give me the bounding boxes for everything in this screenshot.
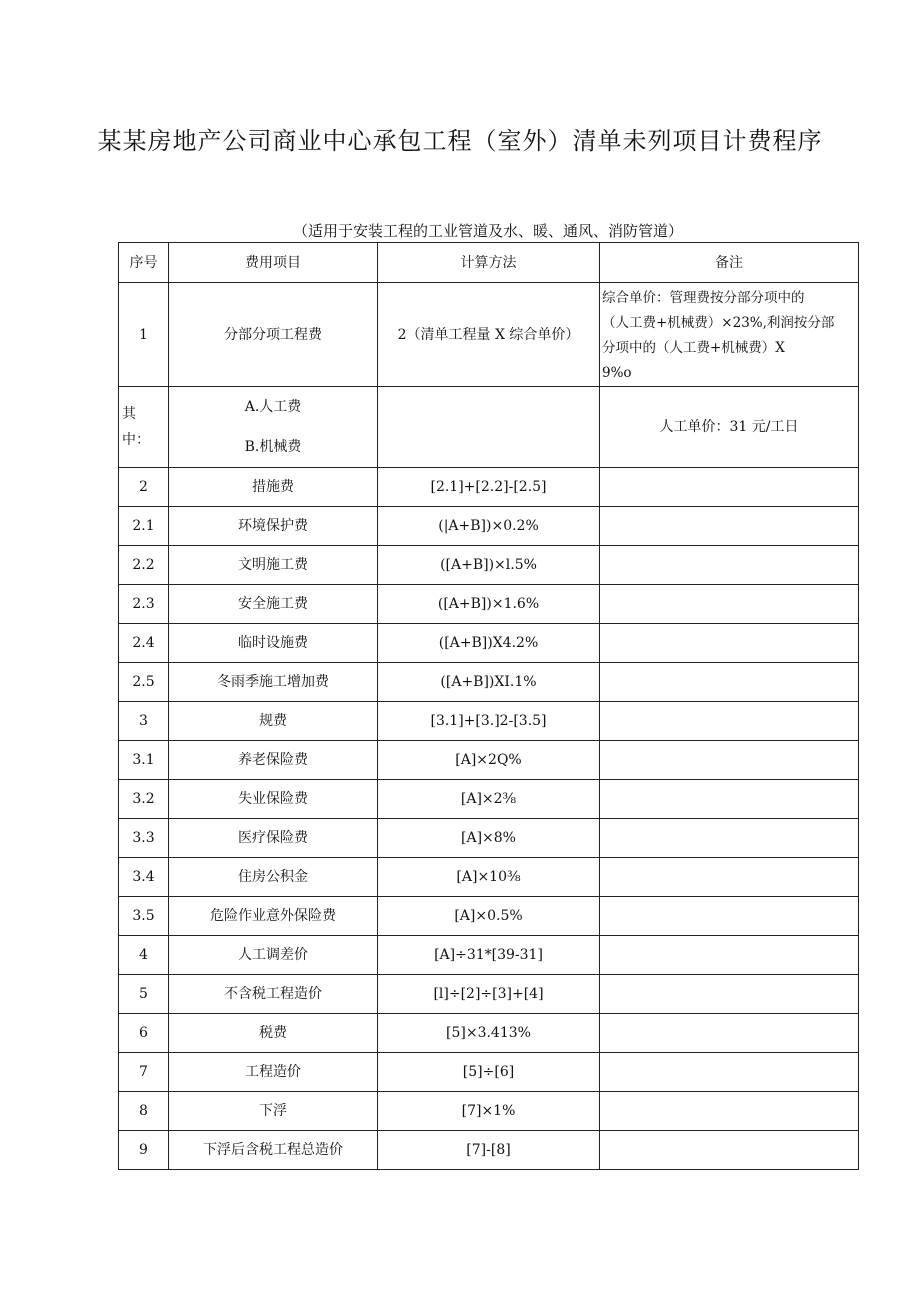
row-method: [A]×8% bbox=[378, 819, 600, 858]
row-seq: 2.4 bbox=[119, 624, 169, 663]
row-seq: 9 bbox=[119, 1131, 169, 1170]
table-row-subitems bbox=[119, 387, 859, 468]
note-line: 分项中的（人工费+机械费）X bbox=[602, 340, 785, 356]
row-item: 不含税工程造价 bbox=[169, 975, 378, 1014]
row-seq: 5 bbox=[119, 975, 169, 1014]
row-seq: 8 bbox=[119, 1092, 169, 1131]
table-row bbox=[119, 858, 859, 897]
table-row bbox=[119, 975, 859, 1014]
table-row bbox=[119, 507, 859, 546]
row-note bbox=[600, 624, 859, 663]
header-method: 计算方法 bbox=[378, 243, 600, 283]
row-method: 2（清单工程量 X 综合单价） bbox=[378, 283, 600, 387]
row-note bbox=[600, 819, 859, 858]
table-row bbox=[119, 283, 859, 387]
table-row bbox=[119, 468, 859, 507]
row-note bbox=[600, 546, 859, 585]
table-row bbox=[119, 936, 859, 975]
row-method: [5]÷[6] bbox=[378, 1053, 600, 1092]
row-method bbox=[378, 387, 600, 468]
row-seq: 3.3 bbox=[119, 819, 169, 858]
header-seq: 序号 bbox=[119, 243, 169, 283]
row-note bbox=[600, 858, 859, 897]
table-row bbox=[119, 1131, 859, 1170]
row-item: 下浮 bbox=[169, 1092, 378, 1131]
table-header-row bbox=[119, 243, 859, 283]
row-seq: 3 bbox=[119, 702, 169, 741]
row-note bbox=[600, 283, 859, 387]
table-row bbox=[119, 741, 859, 780]
row-seq: 2 bbox=[119, 468, 169, 507]
row-item: 规费 bbox=[169, 702, 378, 741]
seq-line: 中： bbox=[122, 432, 150, 448]
row-note bbox=[600, 975, 859, 1014]
row-seq: 7 bbox=[119, 1053, 169, 1092]
row-method: [2.1]+[2.2]-[2.5] bbox=[378, 468, 600, 507]
row-item bbox=[169, 387, 378, 468]
row-item: 分部分项工程费 bbox=[169, 283, 378, 387]
row-item: 危险作业意外保险费 bbox=[169, 897, 378, 936]
row-item: 养老保险费 bbox=[169, 741, 378, 780]
row-method: [5]×3.413% bbox=[378, 1014, 600, 1053]
row-note: 人工单价：31 元/工日 bbox=[600, 387, 859, 468]
row-seq: 2.5 bbox=[119, 663, 169, 702]
row-item: 住房公积金 bbox=[169, 858, 378, 897]
row-method: ([A+B])XI.1% bbox=[378, 663, 600, 702]
row-note bbox=[600, 468, 859, 507]
row-seq: 3.5 bbox=[119, 897, 169, 936]
row-seq: 2.2 bbox=[119, 546, 169, 585]
row-seq: 3.1 bbox=[119, 741, 169, 780]
row-method: [7]×1% bbox=[378, 1092, 600, 1131]
row-item: 人工调差价 bbox=[169, 936, 378, 975]
row-seq: 2.3 bbox=[119, 585, 169, 624]
row-seq: 3.4 bbox=[119, 858, 169, 897]
row-seq: 6 bbox=[119, 1014, 169, 1053]
row-method: ([A+B])X4.2% bbox=[378, 624, 600, 663]
fee-calculation-table bbox=[118, 242, 859, 1170]
row-note bbox=[600, 780, 859, 819]
row-method: (|A+B])×0.2% bbox=[378, 507, 600, 546]
row-item: 措施费 bbox=[169, 468, 378, 507]
table-row bbox=[119, 624, 859, 663]
row-note bbox=[600, 507, 859, 546]
row-method: [A]×2⅜ bbox=[378, 780, 600, 819]
row-method: [A]×2Q% bbox=[378, 741, 600, 780]
row-note bbox=[600, 897, 859, 936]
row-seq: 1 bbox=[119, 283, 169, 387]
table-row bbox=[119, 1014, 859, 1053]
header-item: 费用项目 bbox=[169, 243, 378, 283]
row-method: [A]÷31*[39-31] bbox=[378, 936, 600, 975]
row-item: 医疗保险费 bbox=[169, 819, 378, 858]
seq-line: 其 bbox=[122, 406, 136, 422]
row-method: [7]-[8] bbox=[378, 1131, 600, 1170]
row-seq: 3.2 bbox=[119, 780, 169, 819]
table-row bbox=[119, 819, 859, 858]
row-method: ([A+B])×l.5% bbox=[378, 546, 600, 585]
table-row bbox=[119, 702, 859, 741]
row-item: 冬雨季施工增加费 bbox=[169, 663, 378, 702]
row-seq: 2.1 bbox=[119, 507, 169, 546]
header-note: 备注 bbox=[600, 243, 859, 283]
row-note bbox=[600, 936, 859, 975]
row-note bbox=[600, 1131, 859, 1170]
row-item: 文明施工费 bbox=[169, 546, 378, 585]
row-method: [l]÷[2]÷[3]+[4] bbox=[378, 975, 600, 1014]
table-row bbox=[119, 1053, 859, 1092]
row-note bbox=[600, 741, 859, 780]
row-item: 下浮后含税工程总造价 bbox=[169, 1131, 378, 1170]
table-row bbox=[119, 663, 859, 702]
row-item: 失业保险费 bbox=[169, 780, 378, 819]
row-item: 工程造价 bbox=[169, 1053, 378, 1092]
row-note bbox=[600, 663, 859, 702]
row-note bbox=[600, 1053, 859, 1092]
row-item: 环境保护费 bbox=[169, 507, 378, 546]
row-method: [A]×10⅜ bbox=[378, 858, 600, 897]
table-row bbox=[119, 585, 859, 624]
table-row bbox=[119, 1092, 859, 1131]
row-method: ([A+B])×1.6% bbox=[378, 585, 600, 624]
note-line: （人工费+机械费）×23%,利润按分部 bbox=[602, 315, 835, 331]
row-note bbox=[600, 702, 859, 741]
note-line: 综合单价：管理费按分部分项中的 bbox=[602, 290, 805, 306]
row-item: 临时设施费 bbox=[169, 624, 378, 663]
document-subtitle: （适用于安装工程的工业管道及水、暖、通风、消防管道） bbox=[292, 222, 683, 240]
row-item: 税费 bbox=[169, 1014, 378, 1053]
row-seq: 4 bbox=[119, 936, 169, 975]
note-line: 9%o bbox=[602, 365, 632, 381]
row-method: [A]×0.5% bbox=[378, 897, 600, 936]
table-row bbox=[119, 897, 859, 936]
document-title: 某某房地产公司商业中心承包工程（室外）清单未列项目计费程序 bbox=[97, 127, 823, 155]
table-row bbox=[119, 780, 859, 819]
table-row bbox=[119, 546, 859, 585]
sub-item-machinery: B.机械费 bbox=[244, 439, 302, 455]
row-seq bbox=[119, 387, 169, 468]
row-method: [3.1]+[3.]2-[3.5] bbox=[378, 702, 600, 741]
row-note bbox=[600, 1014, 859, 1053]
sub-item-labor: A.人工费 bbox=[244, 399, 302, 415]
row-note bbox=[600, 1092, 859, 1131]
row-item: 安全施工费 bbox=[169, 585, 378, 624]
row-note bbox=[600, 585, 859, 624]
